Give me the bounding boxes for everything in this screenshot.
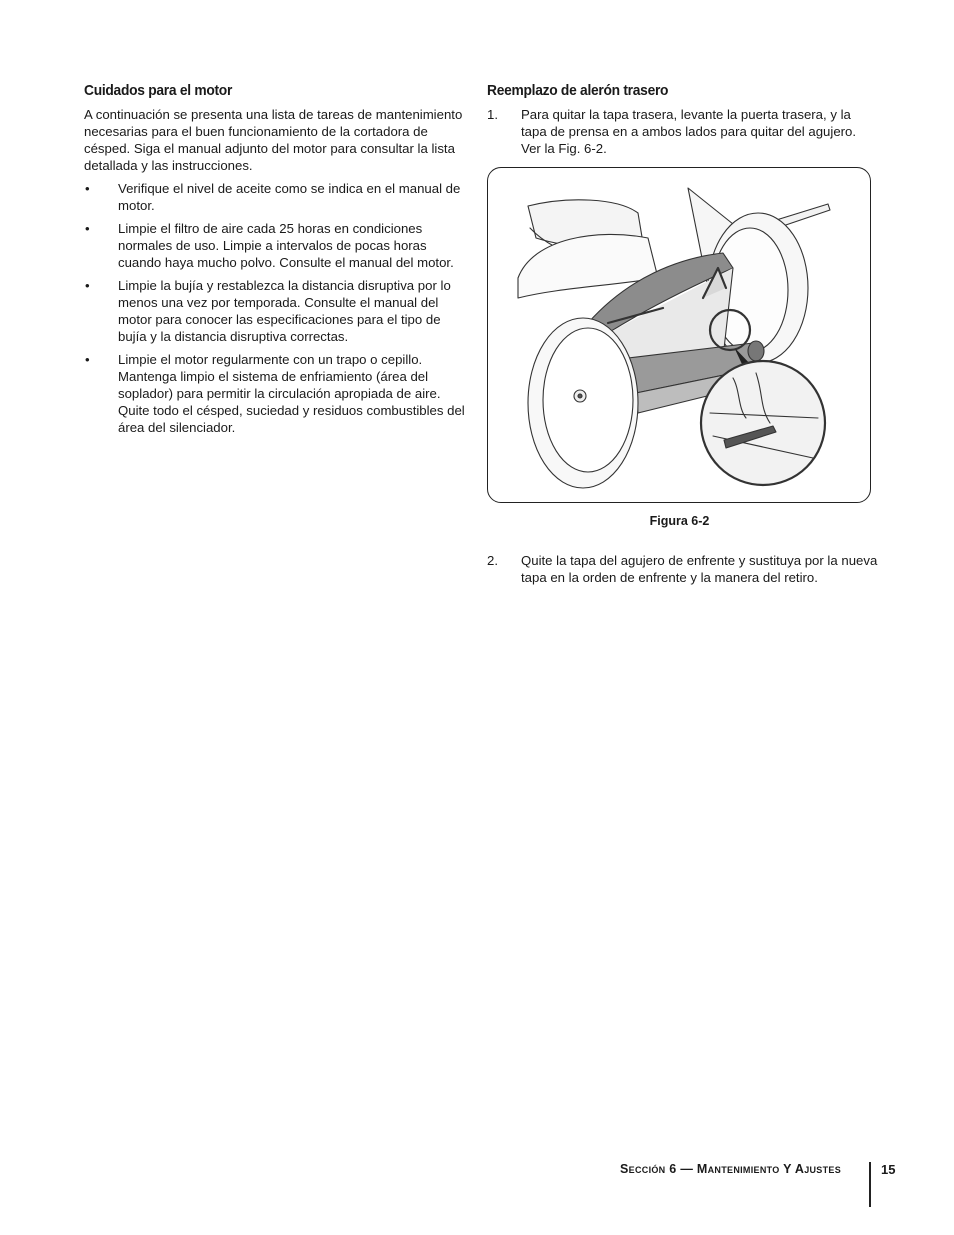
bullet-icon: • [85,221,90,236]
section-title-engine-care: Cuidados para el motor [84,82,233,99]
step-1 [487,106,872,157]
list-item: • Limpie la bujía y restablezca la distancia disruptiva por lo menos una vez por temporada. Consulte el manual del motor para conocer las especificaciones para el tipo de bujía y la distancia disruptiva correctas. [85,278,451,344]
lawn-mower-rear-flap-illustration-icon [488,168,870,502]
step-2 [487,552,906,586]
footer-section-title: Sección 6 — Mantenimiento Y Ajustes [620,1162,841,1176]
section-title-rear-flap: Reemplazo de alerón trasero [487,82,669,99]
list-item: • Limpie el filtro de aire cada 25 horas en condiciones normales de uso. Limpie a intervalos de pocas horas cuando haya mucho polvo. Consulte el manual del motor. [85,221,454,270]
figure-caption: Figura 6-2 [649,514,710,528]
maintenance-list [84,180,468,436]
list-item: • Verifique el nivel de aceite como se indica en el manual de motor. [85,181,461,213]
step-number: 2. [487,553,498,568]
bullet-icon: • [85,181,90,196]
right-column [487,82,872,157]
list-item: • Limpie el motor regularmente con un trapo o cepillo. Mantenga limpio el sistema de enfriamiento (área del soplador) para permitir la circulación apropiada de aire. Quite todo el césped, suciedad y residuos combustibles del área del silenciador. [85,352,465,435]
bullet-icon: • [85,278,90,293]
intro-paragraph: A continuación se presenta una lista de tareas de mantenimiento necesarias para el buen funcionamiento de la cortadora de césped. Siga el manual adjunto del motor para consultar la lista detallada y las instrucciones. [84,107,463,173]
step-text: Quite la tapa del agujero de enfrente y sustituya por la nueva tapa en la orden de enfrente y la manera del retiro. [521,553,878,585]
footer-divider [869,1162,871,1207]
left-column [84,82,468,442]
step-number: 1. [487,107,498,122]
figure-6-2 [487,167,871,503]
bullet-icon: • [85,352,90,367]
page-number: 15 [881,1162,896,1177]
step-text: Para quitar la tapa trasera, levante la puerta trasera, y la tapa de prensa en a ambos lados para quitar del agujero. Ver la Fig. 6-2. [521,107,857,156]
